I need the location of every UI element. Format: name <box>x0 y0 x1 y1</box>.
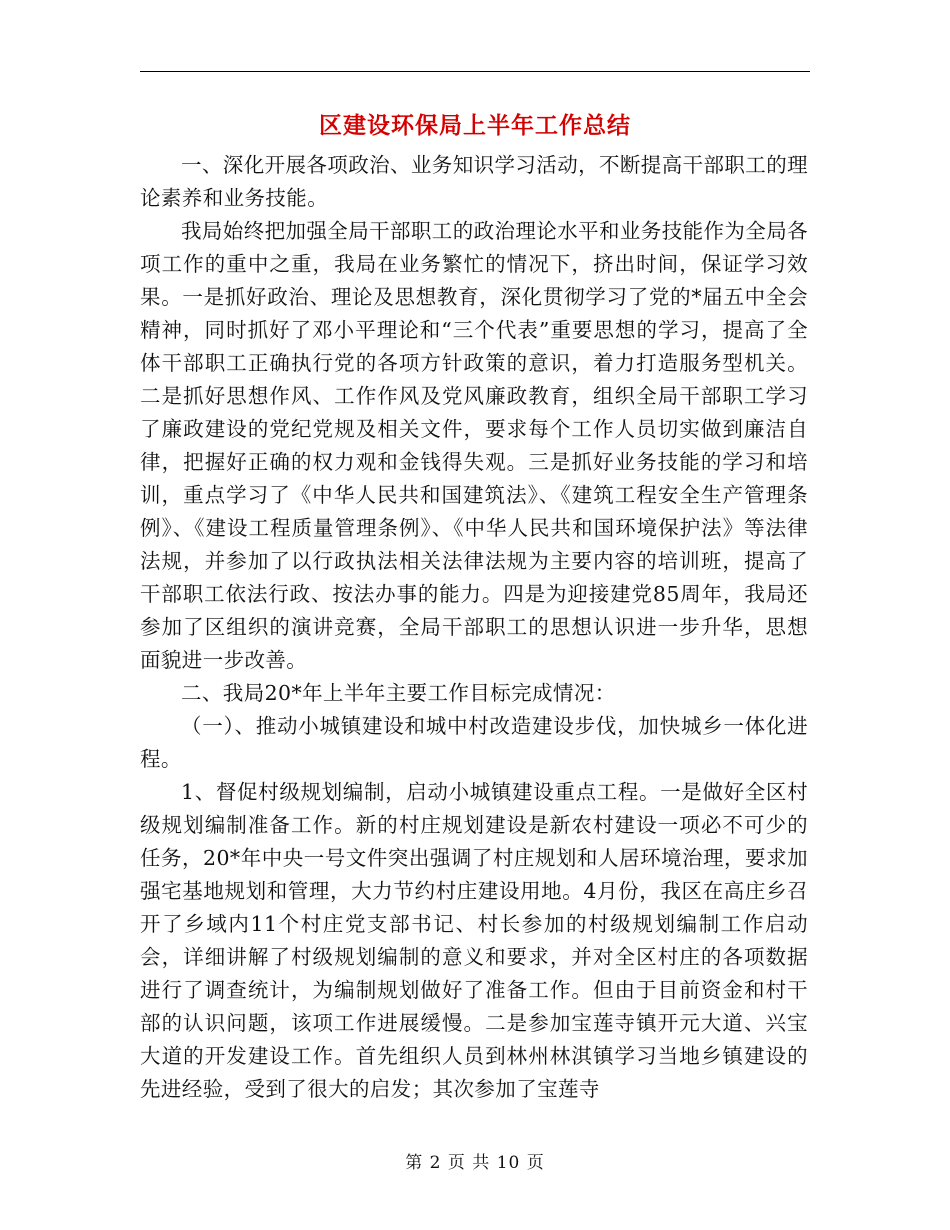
paragraph-subsection-1-heading: （一）、推动小城镇建设和城中村改造建设步伐，加快城乡一体化进程。 <box>140 714 808 771</box>
paragraph-section-1-heading: 一、深化开展各项政治、业务知识学习活动，不断提高干部职工的理论素养和业务技能。 <box>140 153 808 210</box>
document-title: 区建设环保局上半年工作总结 <box>319 113 631 139</box>
header-rule <box>140 71 810 72</box>
paragraph-village-planning: 1、督促村级规划编制，启动小城镇建设重点工程。一是做好全区村级规划编制准备工作。新的村庄规划建设是新农村建设一项必不可少的任务，20*年中央一号文件突出强调了村庄规划和人居环境治理，要求加强宅基地规划和管理，大力节约村庄建设用地。4月份，我区在高庄乡召开了乡域内11个村庄党支部书记、村长参加的村级规划编制工作启动会，详细讲解了村级规划编制的意义和要求，并对全区村庄的各项数据进行了调查统计，为编制规划做好了准备工作。但由于目前资金和村干部的认识问题，该项工作进展缓慢。二是参加宝莲寺镇开元大道、兴宝大道的开发建设工作。首先组织人员到林州林淇镇学习当地乡镇建设的先进经验，受到了很大的启发；其次参加了宝莲寺 <box>140 780 808 1101</box>
page-number-footer: 第 2 页 共 10 页 <box>405 1153 545 1173</box>
document-body <box>140 149 808 1106</box>
paragraph-study-activities: 我局始终把加强全局干部职工的政治理论水平和业务技能作为全局各项工作的重中之重，我局在业务繁忙的情况下，挤出时间，保证学习效果。一是抓好政治、理论及思想教育，深化贯彻学习了党的*届五中全会精神，同时抓好了邓小平理论和“三个代表”重要思想的学习，提高了全体干部职工正确执行党的各项方针政策的意识，着力打造服务型机关。二是抓好思想作风、工作作风及党风廉政教育，组织全局干部职工学习了廉政建设的党纪党规及相关文件，要求每个工作人员切实做到廉洁自律，把握好正确的权力观和金钱得失观。三是抓好业务技能的学习和培训，重点学习了《中华人民共和国建筑法》、《建筑工程安全生产管理条例》、《建设工程质量管理条例》、《中华人民共和国环境保护法》等法律法规，并参加了以行政执法相关法律法规为主要内容的培训班，提高了干部职工依法行政、按法办事的能力。四是为迎接建党85周年，我局还参加了区组织的演讲竞赛，全局干部职工的思想认识进一步升华，思想面貌进一步改善。 <box>140 219 808 672</box>
paragraph-section-2-heading: 二、我局20*年上半年主要工作目标完成情况： <box>181 681 616 705</box>
